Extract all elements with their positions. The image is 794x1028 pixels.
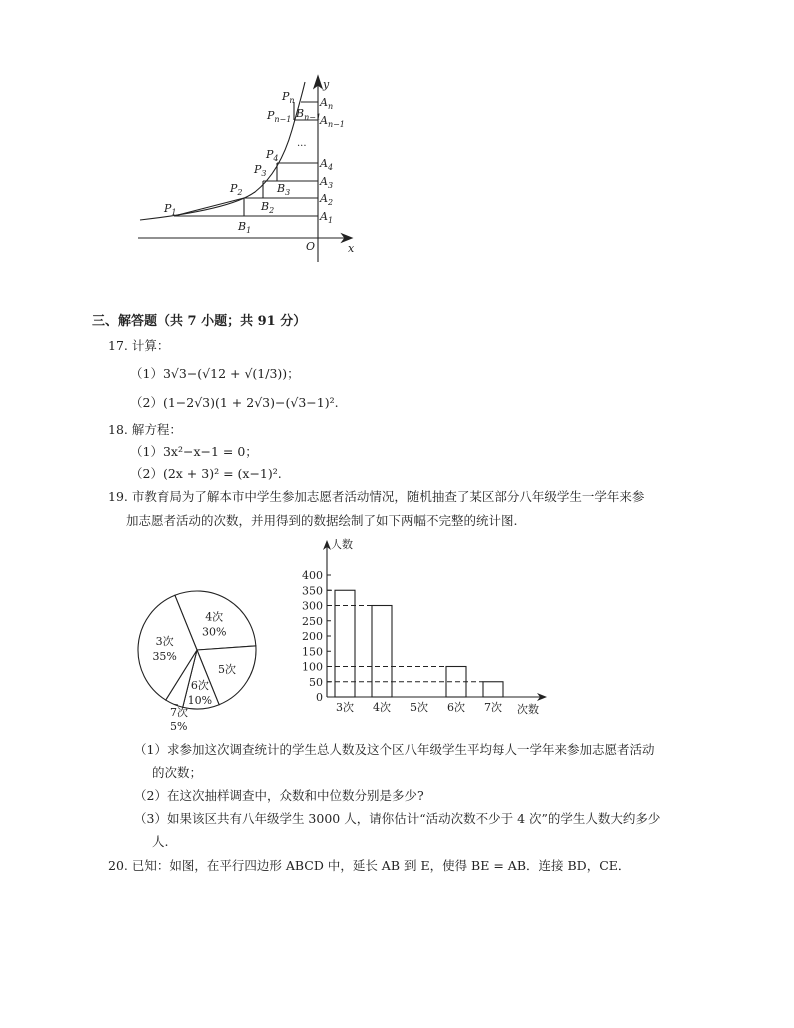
bar-category-7次: 7次 <box>484 701 502 714</box>
q19-sub3b: 人. <box>152 834 169 849</box>
bar-xlabel: 次数 <box>517 703 539 716</box>
label-Pn: $P_n$ <box>282 90 295 105</box>
chord-p1p2 <box>174 198 244 216</box>
pie-chart <box>130 580 265 735</box>
q19-sub2: （2）在这次抽样调查中，众数和中位数分别是多少? <box>134 788 424 803</box>
label-O: O <box>306 240 316 253</box>
pie-label-4次: 4次 <box>205 610 224 624</box>
label-P1: $P_1$ <box>164 202 177 217</box>
curve-figure <box>0 0 794 290</box>
q17-head: 17. 计算： <box>108 338 170 353</box>
label-B2: $B_2$ <box>261 200 275 215</box>
bar-ytick-100: 100 <box>302 660 323 674</box>
pie-label-6次: 6次 <box>190 679 209 693</box>
label-x: x <box>348 242 355 255</box>
bar-category-4次: 4次 <box>373 701 391 714</box>
q18-part1: （1）3x²−x−1 = 0； <box>130 444 258 459</box>
label-An1: $A_{n-1}$ <box>320 114 345 129</box>
bar-7次 <box>483 682 503 697</box>
pie-pct-7: 5% <box>170 720 188 733</box>
section-title: 三、解答题（共 7 小题；共 91 分） <box>92 314 307 329</box>
bar-ytick-250: 250 <box>302 614 323 628</box>
pie-label-7: 7次 <box>170 706 188 719</box>
pie-pct-3次: 35% <box>152 650 177 664</box>
label-B1: $B_1$ <box>238 220 252 235</box>
q19-sub3a: （3）如果该区共有八年级学生 3000 人，请你估计“活动次数不少于 4 次”的学生人数大约多少 <box>134 811 661 826</box>
label-Bn1: $B_{n-1}$ <box>296 107 322 122</box>
q18-part2: （2）(2x + 3)² = (x−1)². <box>130 466 282 481</box>
ellipsis: ... <box>297 138 307 149</box>
q20-text: 20. 已知：如图，在平行四边形 ABCD 中，延长 AB 到 E，使得 BE = AB．连接 BD，CE． <box>108 858 631 873</box>
label-A3: $A_3$ <box>320 175 334 190</box>
label-B3: $B_3$ <box>277 182 291 197</box>
bar-category-6次: 6次 <box>447 701 465 714</box>
q18-head: 18. 解方程： <box>108 422 182 437</box>
label-P2: $P_2$ <box>230 182 243 197</box>
label-P3: $P_3$ <box>254 163 267 178</box>
q19-line1: 19. 市教育局为了解本市中学生参加志愿者活动情况，随机抽查了某区部分八年级学生一学年来参 <box>108 489 645 504</box>
bar-ytick-400: 400 <box>302 569 323 582</box>
label-A4: $A_4$ <box>320 157 334 172</box>
bar-ytick-300: 300 <box>302 599 323 613</box>
label-y: y <box>323 78 330 91</box>
bar-chart <box>295 530 555 720</box>
label-P4: $P_4$ <box>266 148 279 163</box>
bar-category-5次: 5次 <box>410 701 428 714</box>
label-A2: $A_2$ <box>320 192 334 207</box>
q17-part1: （1）3√3−(√12 + √(1/3))； <box>130 366 300 381</box>
pie-pct-6次: 10% <box>187 694 213 708</box>
q17-part2: （2）(1−2√3)(1 + 2√3)−(√3−1)². <box>130 395 339 410</box>
bar-ytick-200: 200 <box>302 630 323 643</box>
bar-category-3次: 3次 <box>336 701 354 714</box>
q19-sub1a: （1）求参加这次调查统计的学生总人数及这个区八年级学生平均每人一学年来参加志愿者活动 <box>134 742 655 757</box>
label-An: $A_n$ <box>320 96 334 111</box>
bar-ytick-150: 150 <box>302 645 323 659</box>
pie-label-5次: 5次 <box>218 662 237 676</box>
q19-line2: 加志愿者活动的次数，并用得到的数据绘制了如下两幅不完整的统计图. <box>126 513 518 528</box>
exponential-curve <box>140 82 305 220</box>
label-A1: $A_1$ <box>320 210 334 225</box>
bar-3次 <box>335 590 355 697</box>
bar-ytick-0: 0 <box>316 691 323 704</box>
q19-sub1b: 的次数； <box>152 765 203 780</box>
label-Pn1: $P_{n-1}$ <box>267 109 292 124</box>
bar-ytick-50: 50 <box>309 675 323 689</box>
bar-4次 <box>372 606 392 698</box>
pie-label-3次: 3次 <box>155 635 174 649</box>
bar-ytick-350: 350 <box>302 584 323 598</box>
pie-pct-4次: 30% <box>201 625 227 639</box>
bar-ylabel: 人数 <box>331 538 353 551</box>
